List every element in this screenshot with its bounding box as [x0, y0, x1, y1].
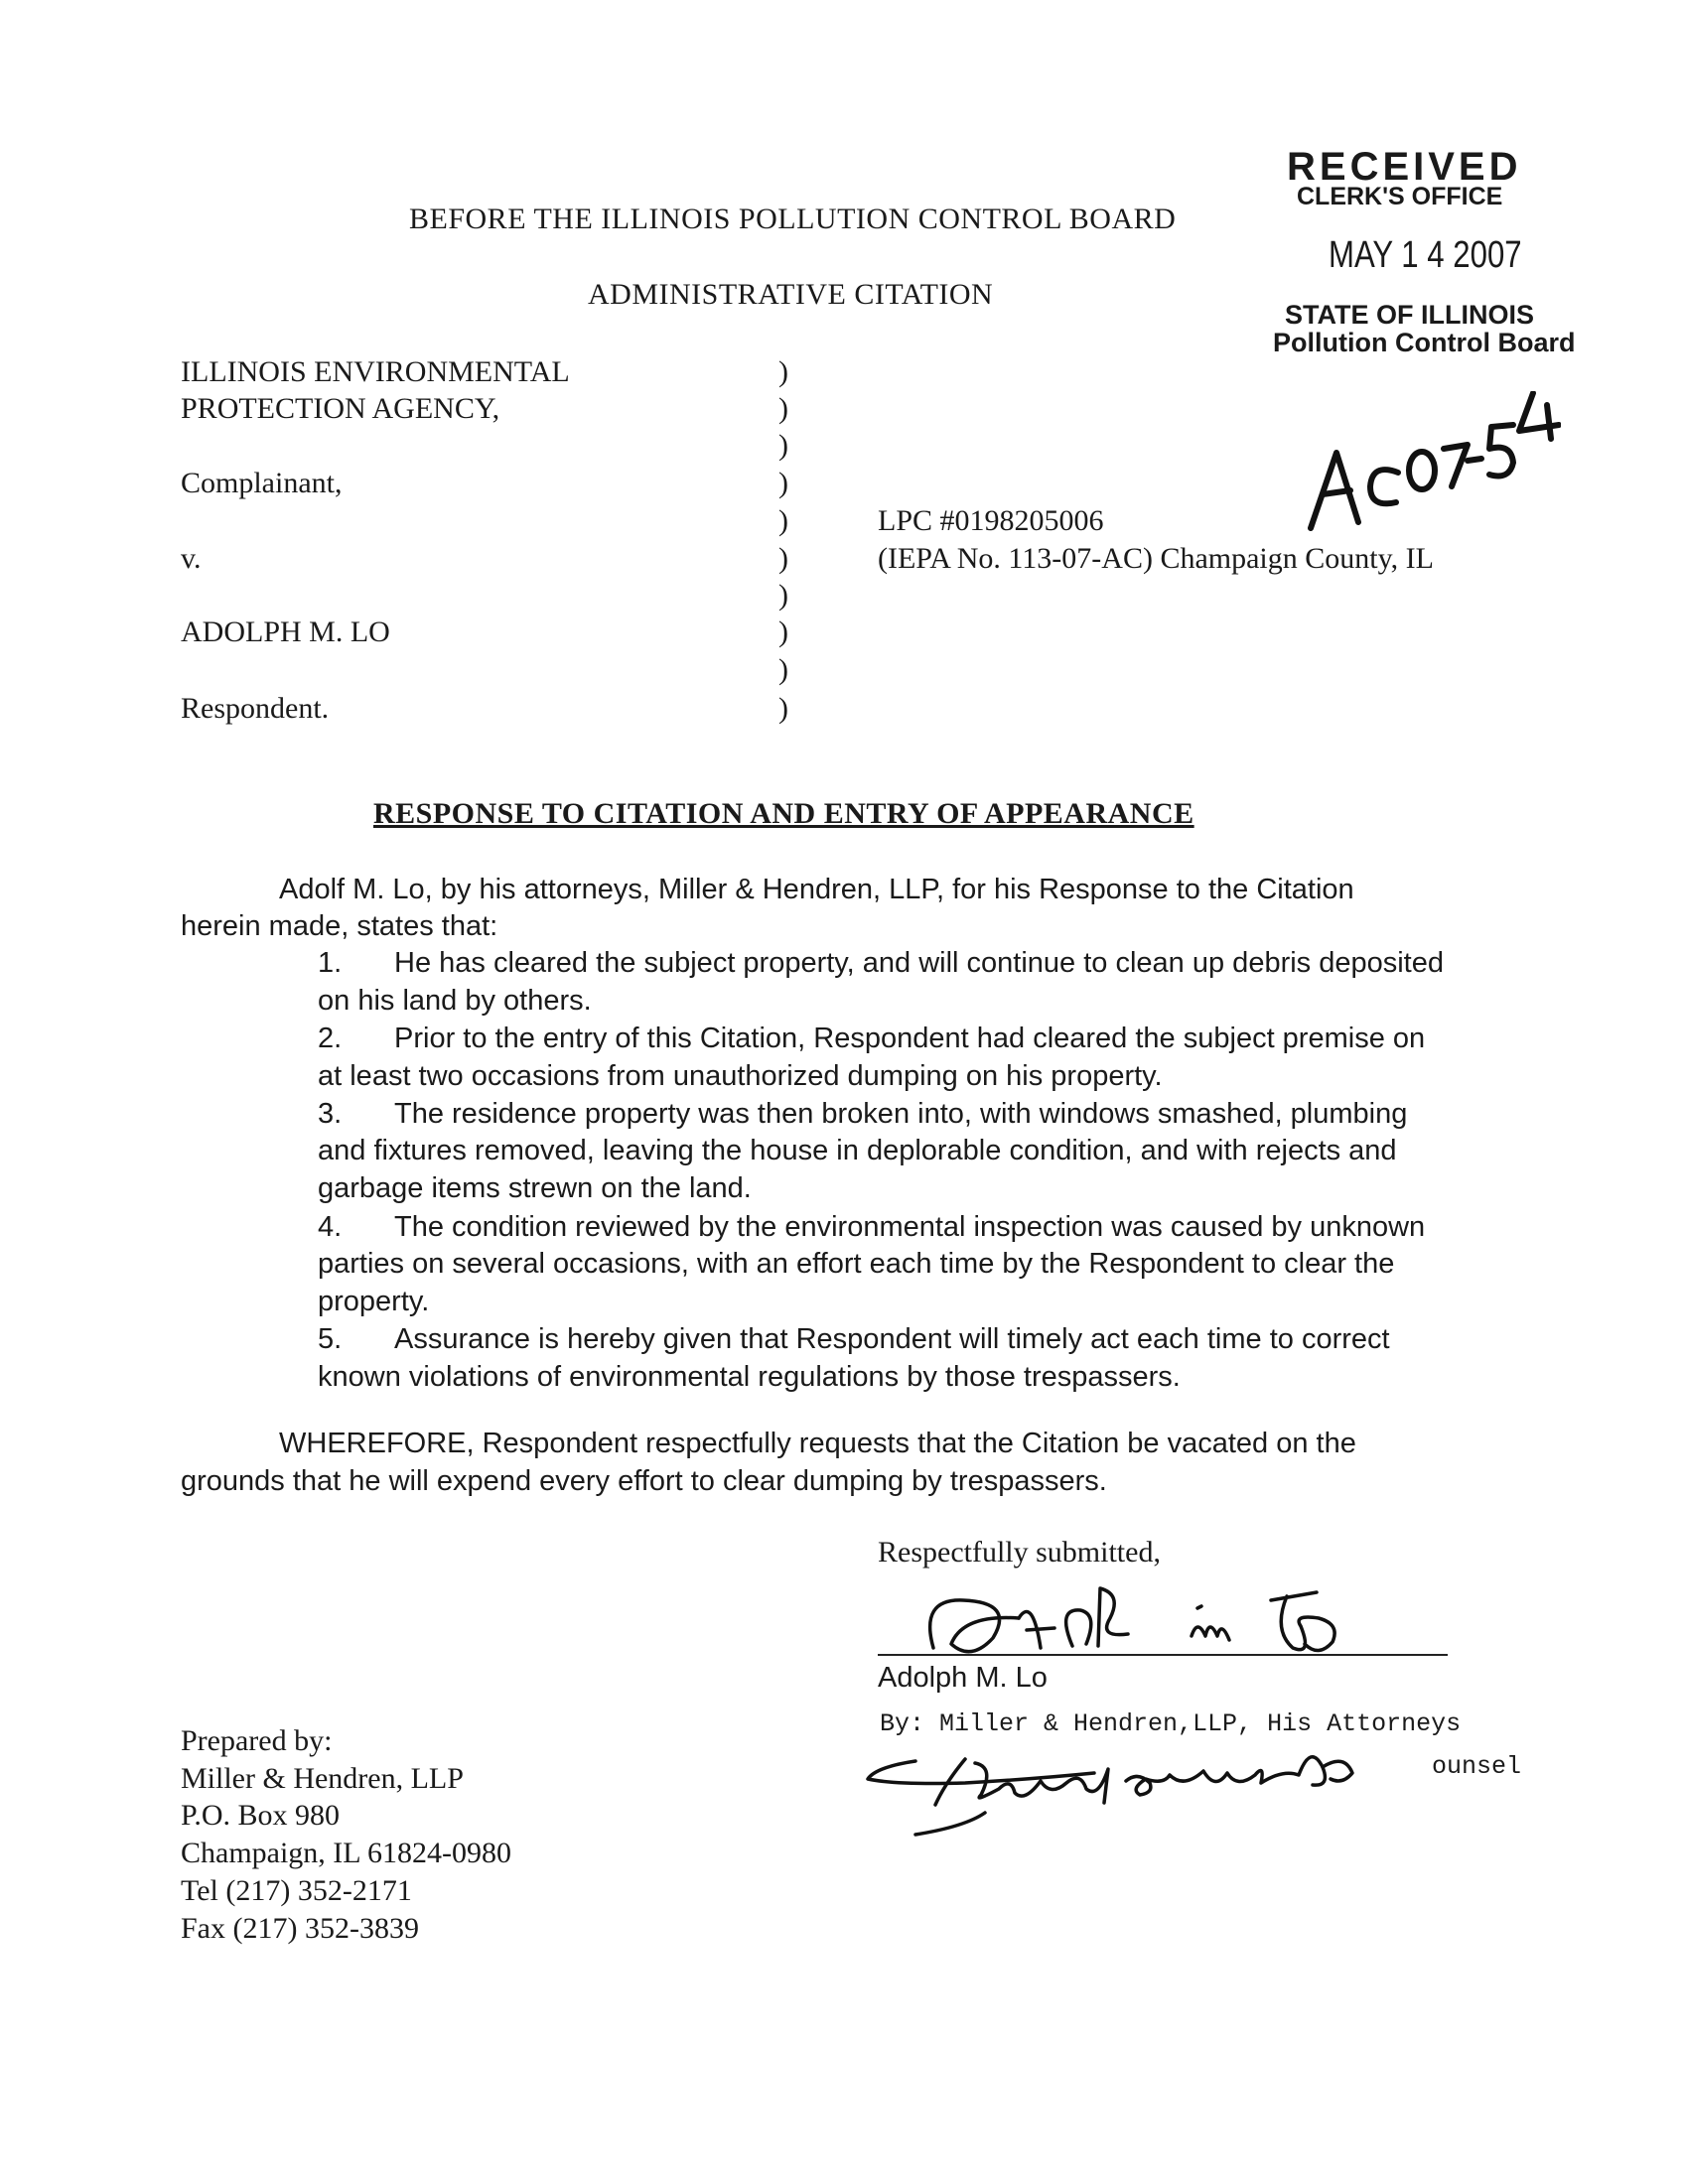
item-text-line1: He has cleared the subject property, and will continue to clean up debris deposited	[394, 947, 1444, 979]
item-text-line2: parties on several occasions, with an effort each time by the Respondent to clear the	[318, 1248, 1395, 1280]
attorney-signature	[856, 1723, 1452, 1843]
caption-paren: )	[778, 579, 788, 612]
complainant-role: Complainant,	[181, 467, 343, 499]
signer-name: Adolph M. Lo	[878, 1662, 1048, 1694]
versus-label: v.	[181, 542, 202, 575]
respondent-role: Respondent.	[181, 692, 330, 725]
wherefore-line2: grounds that he will expend every effort to clear dumping by trespassers.	[181, 1465, 1107, 1497]
document-title: RESPONSE TO CITATION AND ENTRY OF APPEARANCE	[373, 797, 1194, 830]
item-text-line1: Prior to the entry of this Citation, Respondent had cleared the subject premise on	[394, 1023, 1426, 1054]
intro-paragraph-line2: herein made, states that:	[181, 910, 498, 942]
item-number: 5.	[318, 1323, 343, 1355]
preparer-fax: Fax (217) 352-3839	[181, 1912, 419, 1945]
iepa-number: (IEPA No. 113-07-AC) Champaign County, IL	[878, 542, 1434, 575]
preparer-firm: Miller & Hendren, LLP	[181, 1762, 464, 1795]
item-text-line3: property.	[318, 1286, 430, 1317]
item-text-line2: on his land by others.	[318, 985, 592, 1017]
item-number: 3.	[318, 1098, 343, 1130]
complainant-name-line1: ILLINOIS ENVIRONMENTAL	[181, 355, 570, 388]
received-stamp-office: CLERK'S OFFICE	[1297, 183, 1503, 210]
item-text-line2: and fixtures removed, leaving the house in deplorable condition, and with rejects and	[318, 1135, 1397, 1166]
attorney-by-line: By: Miller & Hendren,LLP, His Attorneys	[880, 1709, 1462, 1738]
preparer-po-box: P.O. Box 980	[181, 1799, 341, 1832]
received-stamp-board: Pollution Control Board	[1273, 328, 1576, 357]
prepared-by-label: Prepared by:	[181, 1724, 333, 1757]
signature-closing: Respectfully submitted,	[878, 1536, 1161, 1569]
caption-paren: )	[778, 542, 788, 575]
received-stamp-state: STATE OF ILLINOIS	[1285, 300, 1534, 330]
preparer-city: Champaign, IL 61824-0980	[181, 1837, 512, 1869]
item-number: 1.	[318, 947, 343, 979]
item-text-line1: The residence property was then broken into, with windows smashed, plumbing	[394, 1098, 1408, 1130]
caption-paren: )	[778, 355, 788, 388]
item-text-line1: The condition reviewed by the environmental inspection was caused by unknown	[394, 1211, 1426, 1243]
caption-paren: )	[778, 504, 788, 537]
caption-paren: )	[778, 692, 788, 725]
respondent-name: ADOLPH M. LO	[181, 615, 390, 648]
intro-paragraph-line1: Adolf M. Lo, by his attorneys, Miller & Hendren, LLP, for his Response to the Citation	[279, 874, 1354, 905]
received-stamp-title: RECEIVED	[1287, 145, 1522, 189]
complainant-name-line2: PROTECTION AGENCY,	[181, 392, 500, 425]
item-text-line1: Assurance is hereby given that Respondent will timely act each time to correct	[394, 1323, 1390, 1355]
item-text-line3: garbage items strewn on the land.	[318, 1172, 752, 1204]
item-number: 4.	[318, 1211, 343, 1243]
citation-type-heading: ADMINISTRATIVE CITATION	[588, 278, 994, 311]
caption-paren: )	[778, 467, 788, 499]
caption-paren: )	[778, 392, 788, 425]
court-heading: BEFORE THE ILLINOIS POLLUTION CONTROL BOARD	[409, 203, 1177, 235]
caption-paren: )	[778, 429, 788, 462]
item-text-line2: known violations of environmental regulations by those trespassers.	[318, 1361, 1181, 1393]
wherefore-line1: WHEREFORE, Respondent respectfully requests that the Citation be vacated on the	[279, 1428, 1356, 1459]
handwritten-case-number	[1303, 391, 1561, 540]
signature-line	[878, 1654, 1448, 1656]
received-stamp-date: MAY 1 4 2007	[1329, 234, 1522, 276]
lpc-number: LPC #0198205006	[878, 504, 1104, 537]
item-text-line2: at least two occasions from unauthorized dumping on his property.	[318, 1060, 1163, 1092]
caption-paren: )	[778, 653, 788, 686]
preparer-telephone: Tel (217) 352-2171	[181, 1874, 412, 1907]
caption-paren: )	[778, 615, 788, 648]
counsel-suffix: ounsel	[1432, 1752, 1522, 1781]
item-number: 2.	[318, 1023, 343, 1054]
